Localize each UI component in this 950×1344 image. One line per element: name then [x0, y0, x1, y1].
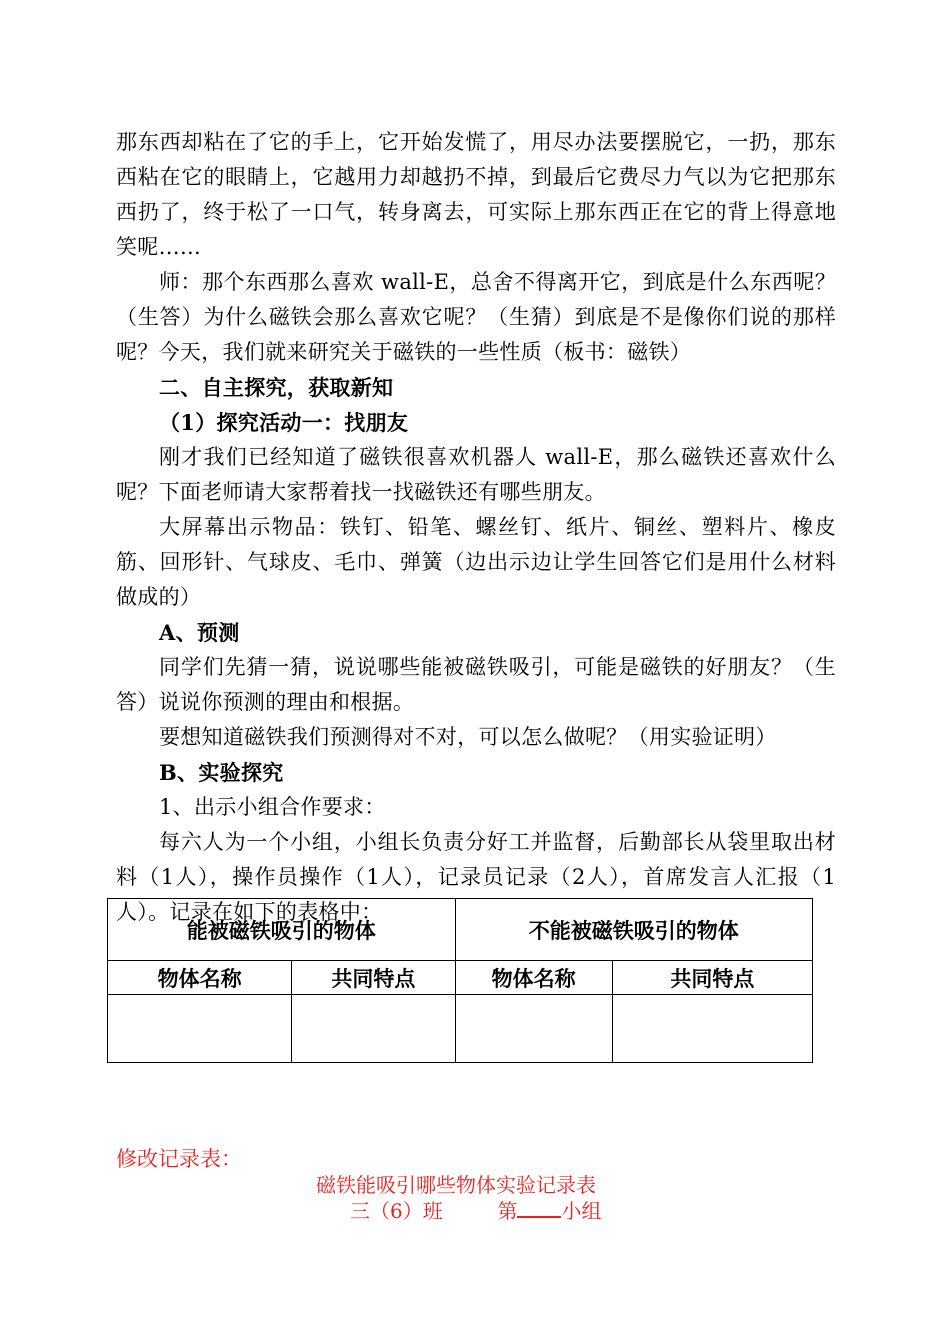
- group-number-blank: [517, 1198, 561, 1218]
- table-cell-empty: [108, 995, 292, 1063]
- table-group-header-not-attracted: 不能被磁铁吸引的物体: [455, 899, 812, 961]
- table-col-common-feature: 共同特点: [292, 961, 455, 995]
- revision-label: 修改记录表：: [116, 1147, 242, 1171]
- section-heading: B、实验探究: [159, 760, 284, 785]
- table-col-object-name: 物体名称: [108, 961, 292, 995]
- paragraph: 每六人为一个小组，小组长负责分好工并监督，后勤部长从袋里取出材料（1人），操作员操作（1人），记录员记录（2人），首席发言人汇报（1人）。记录在如下的表格中：: [116, 830, 836, 924]
- paragraph: 那东西却粘在了它的手上，它开始发慌了，用尽办法要摆脱它，一扔，那东西粘在它的眼睛上，它越用力却越扔不掉，到最后它费尽力气以为它把那东西扔了，终于松了一口气，转身离去，可实际上那东西正在它的背上得意地笑呢……: [116, 130, 836, 259]
- table-cell-empty: [455, 995, 612, 1063]
- group-suffix: 小组: [561, 1199, 602, 1223]
- paragraph: 大屏幕出示物品：铁钉、铅笔、螺丝钉、纸片、铜丝、塑料片、橡皮筋、回形针、气球皮、毛巾、弹簧（边出示边让学生回答它们是用什么材料做成的）: [116, 515, 836, 609]
- table-col-object-name: 物体名称: [455, 961, 612, 995]
- paragraph: 同学们先猜一猜，说说哪些能被磁铁吸引，可能是磁铁的好朋友？（生答）说说你预测的理由和根据。: [116, 655, 836, 714]
- paragraph: 刚才我们已经知道了磁铁很喜欢机器人 wall-E，那么磁铁还喜欢什么呢？下面老师请大家帮着找一找磁铁还有哪些朋友。: [116, 445, 836, 504]
- paragraph: 师：那个东西那么喜欢 wall-E，总舍不得离开它，到底是什么东西呢？（生答）为什么磁铁会那么喜欢它呢？（生猜）到底是不是像你们说的那样呢？今天，我们就来研究关于磁铁的一些性质（板书：磁铁）: [116, 270, 836, 364]
- record-table: [107, 898, 813, 1063]
- class-label: 三（6）班: [350, 1199, 443, 1223]
- table-cell-empty: [612, 995, 812, 1063]
- paragraph: 要想知道磁铁我们预测得对不对，可以怎么做呢？（用实验证明）: [159, 725, 777, 749]
- revision-class-line: [350, 1195, 601, 1224]
- revision-table-title: 磁铁能吸引哪些物体实验记录表: [316, 1173, 596, 1197]
- section-heading: （1）探究活动一：找朋友: [159, 410, 409, 435]
- table-group-header-attracted: 能被磁铁吸引的物体: [108, 899, 456, 961]
- paragraph: 1、出示小组合作要求：: [159, 795, 386, 819]
- section-heading: 二、自主探究，获取新知: [159, 375, 394, 400]
- document-body: [116, 125, 836, 930]
- table-cell-empty: [292, 995, 455, 1063]
- group-prefix: 第: [497, 1199, 518, 1223]
- table-col-common-feature: 共同特点: [612, 961, 812, 995]
- section-heading: A、预测: [159, 620, 240, 645]
